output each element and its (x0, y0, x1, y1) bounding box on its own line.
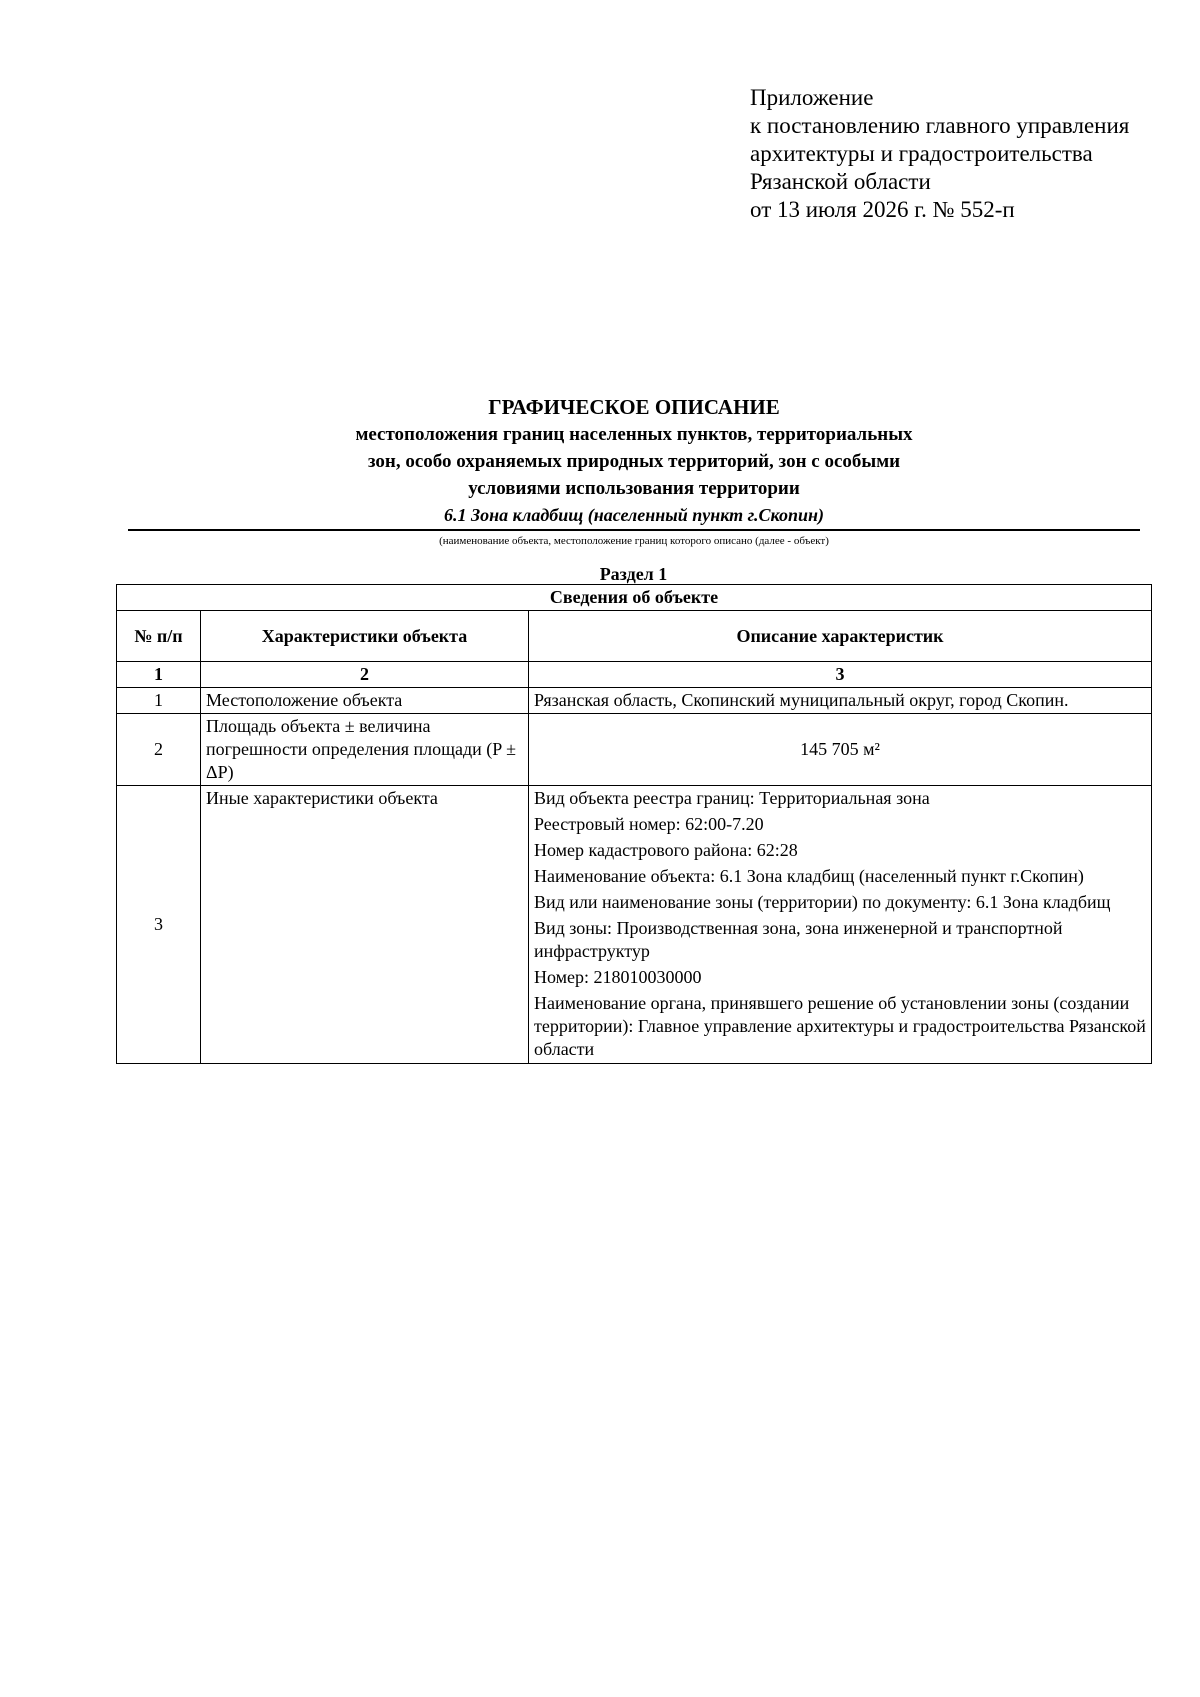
appendix-line: Приложение (750, 85, 874, 110)
document-heading (128, 394, 1140, 548)
description-line: Вид объекта реестра границ: Территориальная зона (534, 788, 930, 808)
description-line: Номер кадастрового района: 62:28 (534, 840, 798, 860)
row-num: 1 (117, 688, 201, 714)
object-info-table (116, 584, 1152, 1064)
header-description: Описание характеристик (529, 611, 1152, 662)
description-line: Наименование объекта: 6.1 Зона кладбищ (населенный пункт г.Скопин) (534, 866, 1084, 886)
header-num: № п/п (117, 611, 201, 662)
appendix-line: к постановлению главного управления (750, 113, 1130, 138)
description-line: Вид или наименование зоны (территории) по документу: 6.1 Зона кладбищ (534, 892, 1111, 912)
object-name-caption: (наименование объекта, местоположение границ которого описано (далее - объект) (439, 535, 829, 547)
appendix-block (750, 84, 1129, 224)
table-row (117, 714, 1152, 786)
object-name: 6.1 Зона кладбищ (населенный пункт г.Скопин) (443, 505, 825, 525)
description-line: Номер: 218010030000 (534, 967, 702, 987)
column-number-row (117, 662, 1152, 688)
heading-divider (128, 529, 1140, 531)
description-line: 145 705 м² (800, 739, 880, 759)
table-row (117, 786, 1152, 1064)
column-number: 1 (117, 662, 201, 688)
document-title: ГРАФИЧЕСКОЕ ОПИСАНИЕ (488, 395, 780, 419)
header-characteristic: Характеристики объекта (201, 611, 529, 662)
table-row (117, 688, 1152, 714)
column-number: 3 (529, 662, 1152, 688)
row-num: 2 (117, 714, 201, 786)
table-header-row (117, 611, 1152, 662)
row-num: 3 (117, 786, 201, 1064)
appendix-line: Рязанской области (750, 169, 931, 194)
section-title: Раздел 1 (599, 564, 668, 584)
column-number: 2 (201, 662, 529, 688)
row-description (529, 786, 1152, 1064)
row-description (529, 688, 1152, 714)
appendix-line: архитектуры и градостроительства (750, 141, 1093, 166)
row-characteristic: Местоположение объекта (201, 688, 529, 714)
document-subtitle-line: условиями использования территории (468, 478, 800, 499)
table-title-row (117, 585, 1152, 611)
row-description (529, 714, 1152, 786)
description-line: Реестровый номер: 62:00-7.20 (534, 814, 764, 834)
row-characteristic: Площадь объекта ± величина погрешности определения площади (P ± ΔP) (201, 714, 529, 786)
description-line: Наименование органа, принявшего решение об установлении зоны (создании территории): Главное управление архитектуры и градостроительства Рязанской области (534, 993, 1146, 1059)
description-line: Рязанская область, Скопинский муниципальный округ, город Скопин. (534, 690, 1069, 710)
table-title: Сведения об объекте (117, 585, 1152, 611)
appendix-line: от 13 июля 2026 г. № 552-п (750, 197, 1015, 222)
description-line: Вид зоны: Производственная зона, зона инженерной и транспортной инфраструктур (534, 918, 1063, 961)
document-subtitle-line: местоположения границ населенных пунктов, территориальных (355, 424, 913, 445)
row-characteristic: Иные характеристики объекта (201, 786, 529, 1064)
document-subtitle-line: зон, особо охраняемых природных территорий, зон с особыми (367, 451, 901, 472)
